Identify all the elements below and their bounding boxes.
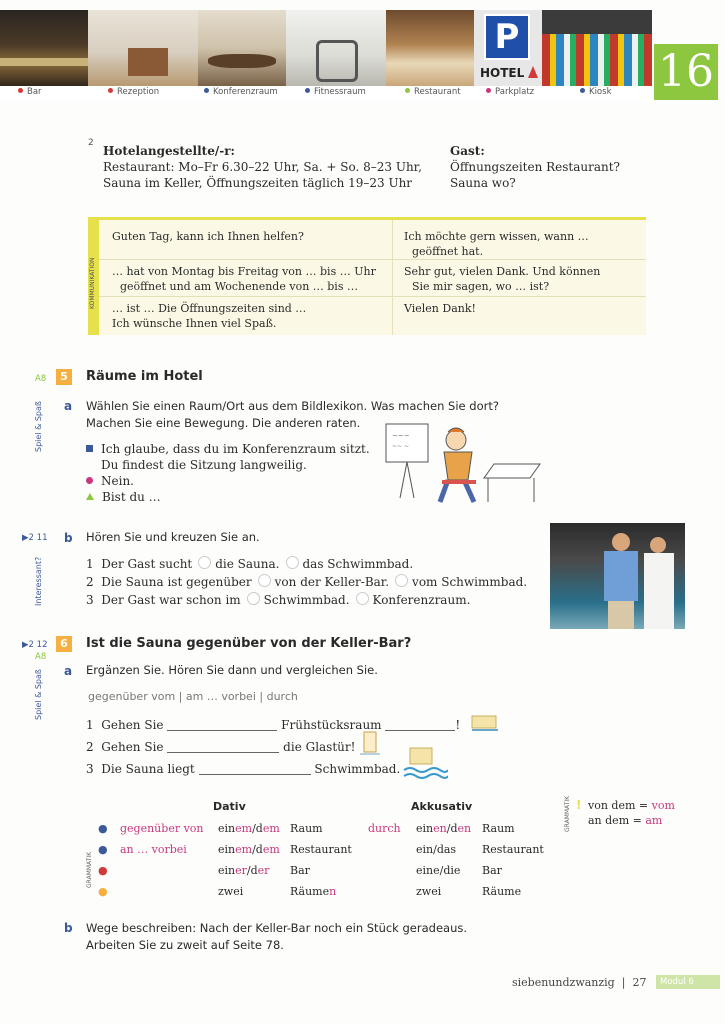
ex6b-instruction: Wege beschreiben: Nach der Keller-Bar noch ein Stück geradeaus. Arbeiten Sie zu zweit auf Seite 78. <box>86 921 468 952</box>
label-fitnessraum: Fitnessraum <box>305 87 366 97</box>
ex5b-instruction: Hören Sie und kreuzen Sie an. <box>86 530 260 544</box>
bullet-icon: ● <box>98 843 108 856</box>
choice-radio[interactable] <box>247 592 260 605</box>
choice-radio[interactable] <box>286 556 299 569</box>
ex6a-letter: a <box>64 664 73 678</box>
ex5b-item-1: 1 Der Gast sucht die Sauna. das Schwimmbad. <box>86 557 414 571</box>
choice-radio[interactable] <box>395 574 408 587</box>
choice-radio[interactable] <box>198 556 211 569</box>
kommunikation-box <box>88 217 646 335</box>
square-bullet-icon <box>86 445 93 452</box>
bullet-icon <box>580 88 585 93</box>
choice-radio[interactable] <box>258 574 271 587</box>
grammar-table <box>98 818 558 902</box>
ex6-side-label: Spiel & Spaß <box>34 669 43 720</box>
komm-row1-left: Guten Tag, kann ich Ihnen helfen? <box>112 230 304 243</box>
swimming-pool-icon <box>402 746 448 780</box>
page-footer: siebenundzwanzig | 27 <box>512 976 647 989</box>
grammar-row: ● gegenüber von einem/dem Raum durch einen/den Raum <box>98 818 558 839</box>
label-konferenzraum: Konferenzraum <box>204 87 278 97</box>
bullet-icon <box>18 88 23 93</box>
ex5-side-label-b: Interessant? <box>34 556 43 606</box>
ex6-title: Ist die Sauna gegenüber von der Keller-Bar? <box>86 636 412 651</box>
ex6b-letter: b <box>64 921 73 935</box>
play-icon: ▶ <box>22 640 29 650</box>
dialog-left <box>103 143 443 191</box>
conference-photo <box>198 10 286 86</box>
komm-row2-right: Sehr gut, vielen Dank. Und können Sie mir sagen, wo … ist? <box>404 265 601 293</box>
reception-photo <box>88 10 198 86</box>
ex5b-track: ▶2 11 <box>22 533 48 543</box>
akk-art: einen/den <box>416 822 472 835</box>
grammar-label: GRAMMATIK <box>86 851 93 888</box>
bored-person-illustration <box>380 418 545 508</box>
triangle-bullet-icon <box>86 493 94 500</box>
gap-item-3: 3 Die Sauna liegt Schwimmbad. <box>86 762 401 776</box>
bar-photo <box>0 10 88 86</box>
ex5-number: 5 <box>56 369 72 385</box>
dialog-right-line1: Öffnungszeiten Restaurant? <box>450 160 620 174</box>
ex5a-example: Ich glaube, dass du im Konferenzraum sitzt. Du findest die Sitzung langweilig. Nein. Bist du … <box>86 441 386 505</box>
ex5-reference: A8 <box>35 374 47 384</box>
spa-photo <box>550 523 685 629</box>
breakfast-room-icon <box>468 710 502 734</box>
gap-item-1: 1 Gehen Sie Frühstücksraum ! <box>86 718 461 732</box>
dat-art: einem/dem <box>218 843 280 856</box>
ex6a-instruction: Ergänzen Sie. Hören Sie dann und vergleichen Sie. <box>86 663 378 677</box>
ex5-side-label-a: Spiel & Spaß <box>34 401 43 452</box>
ex6-reference: A8 <box>35 652 47 662</box>
arrow-up-icon <box>528 66 538 78</box>
gap-input[interactable] <box>199 774 311 775</box>
parking-sign <box>484 14 530 60</box>
parking-letter: P <box>494 17 520 57</box>
label-restaurant: Restaurant <box>405 87 461 97</box>
kiosk-photo <box>542 10 652 86</box>
choice-radio[interactable] <box>356 592 369 605</box>
ex5a-instruction: Wählen Sie einen Raum/Ort aus dem Bildlexikon. Was machen Sie dort? Machen Sie eine Bewegung. Die anderen raten. <box>86 399 499 430</box>
dialog-right <box>450 143 650 191</box>
module-tag: Modul 6 <box>656 975 720 989</box>
restaurant-photo <box>386 10 474 86</box>
komm-row2-left: … hat von Montag bis Freitag von … bis … Uhr geöffnet und am Wochenende von … bis … <box>112 265 376 293</box>
exclamation-icon: ! <box>576 798 582 812</box>
bullet-icon: ● <box>98 822 108 835</box>
dialog-right-title: Gast: <box>450 144 485 158</box>
grammar-note-label: GRAMMATIK <box>564 795 571 832</box>
bullet-icon <box>405 88 410 93</box>
ex5b-item-3: 3 Der Gast war schon im Schwimmbad. Konferenzraum. <box>86 593 471 607</box>
dialog-left-line1: Restaurant: Mo–Fr 6.30–22 Uhr, Sa. + So. 8–23 Uhr, <box>103 160 422 174</box>
svg-text:~~ ~: ~~ ~ <box>392 443 409 450</box>
ex6-number: 6 <box>56 636 72 652</box>
komm-row3-right: Vielen Dank! <box>404 302 476 315</box>
chapter-number: 16 <box>654 44 718 100</box>
gap-input[interactable] <box>385 730 455 731</box>
ex5b-letter: b <box>64 531 73 545</box>
bullet-icon: ● <box>98 885 108 898</box>
label-bar: Bar <box>18 87 42 97</box>
ex5-title: Räume im Hotel <box>86 369 203 384</box>
play-icon: ▶ <box>22 533 29 543</box>
word-box: gegenüber vom | am … vorbei | durch <box>88 690 298 703</box>
gap-input[interactable] <box>167 752 279 753</box>
label-parkplatz: Parkplatz <box>486 87 534 97</box>
ex5b-item-2: 2 Die Sauna ist gegenüber von der Keller-Bar. vom Schwimmbad. <box>86 575 528 589</box>
bullet-icon <box>486 88 491 93</box>
ex5b-items <box>86 555 556 609</box>
svg-text:~~~: ~~~ <box>392 432 410 440</box>
dialog-number: 2 <box>88 138 94 148</box>
dat-art: einer/der <box>218 864 270 877</box>
bullet-icon <box>108 88 113 93</box>
grammar-note: von dem = vom an dem = am <box>588 799 675 827</box>
grammar-row: ● an … vorbei einem/dem Restaurant ein/das Restaurant <box>98 839 558 860</box>
circle-bullet-icon <box>86 477 93 484</box>
komm-row1-right: Ich möchte gern wissen, wann … geöffnet hat. <box>404 230 589 258</box>
parking-sign-photo <box>474 10 542 86</box>
photo-strip <box>0 10 652 86</box>
dialog-left-line2: Sauna im Keller, Öffnungszeiten täglich 19–23 Uhr <box>103 176 413 190</box>
dat-art: einem/dem <box>218 822 280 835</box>
hotel-sign-text: HOTEL <box>480 66 525 80</box>
gap-item-2: 2 Gehen Sie die Glastür! <box>86 740 356 754</box>
glass-door-icon <box>358 730 382 756</box>
grammar-row: ● einer/der Bar eine/die Bar <box>98 860 558 881</box>
bullet-icon <box>305 88 310 93</box>
label-kiosk: Kiosk <box>580 87 612 97</box>
bullet-icon <box>204 88 209 93</box>
komm-row3-left: … ist … Die Öffnungszeiten sind … Ich wünsche Ihnen viel Spaß. <box>112 302 307 330</box>
bullet-icon: ● <box>98 864 108 877</box>
label-rezeption: Rezeption <box>108 87 159 97</box>
grammar-row: ● zwei Räumen zwei Räume <box>98 881 558 902</box>
dialog-right-line2: Sauna wo? <box>450 176 516 190</box>
dativ-header: Dativ <box>213 800 246 813</box>
dat-noun: Räumen <box>290 885 337 898</box>
kommunikation-label: KOMMUNIKATION <box>89 257 96 309</box>
ex5a-letter: a <box>64 399 73 413</box>
photo-labels <box>0 86 652 100</box>
ex6-track: ▶2 12 <box>22 640 48 650</box>
akkusativ-header: Akkusativ <box>411 800 473 813</box>
fitness-photo <box>286 10 386 86</box>
gap-input[interactable] <box>167 730 277 731</box>
dialog-left-title: Hotelangestellte/-r: <box>103 144 235 158</box>
